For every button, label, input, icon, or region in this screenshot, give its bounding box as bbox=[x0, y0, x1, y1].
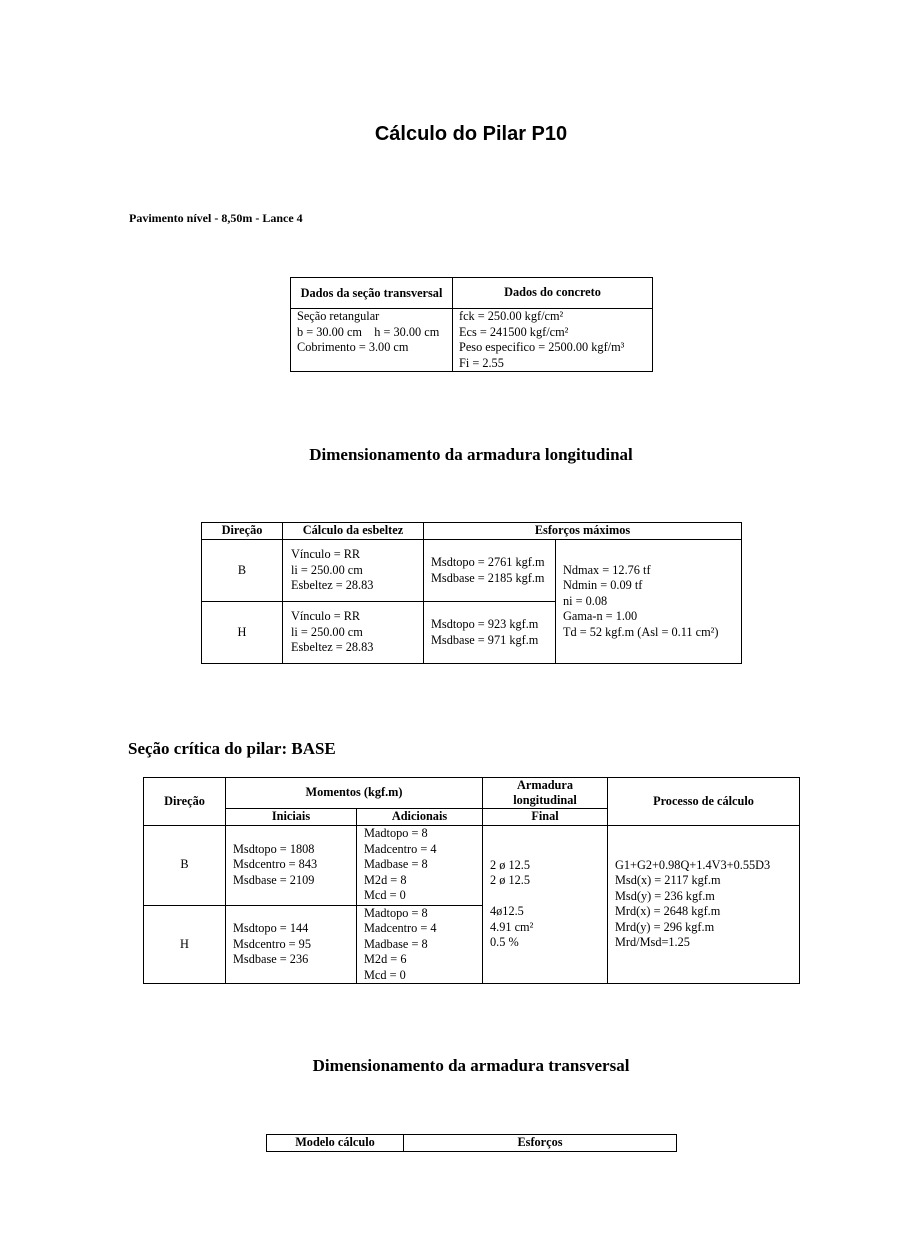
final-line bbox=[490, 889, 601, 905]
esbeltez-cell bbox=[283, 602, 424, 664]
secao-cell bbox=[291, 309, 453, 372]
header-modelo: Modelo cálculo bbox=[267, 1135, 404, 1152]
adicionais-line: Madbase = 8 bbox=[364, 857, 428, 872]
header-direcao: Direção bbox=[144, 778, 226, 826]
secao-line: b = 30.00 cm h = 30.00 cm bbox=[297, 324, 440, 339]
final-line: 2 ø 12.5 bbox=[490, 873, 530, 888]
processo-line: Mrd/Msd=1.25 bbox=[615, 935, 690, 950]
header-esforcos: Esforços bbox=[404, 1135, 677, 1152]
concreto-line: fck = 250.00 kgf/cm² bbox=[459, 309, 564, 323]
header-armadura: Armadura longitudinal bbox=[483, 778, 608, 809]
adicionais-line: Mcd = 0 bbox=[364, 888, 406, 903]
esbeltez-line: li = 250.00 cm bbox=[291, 562, 363, 577]
esforcos-line: Msdtopo = 923 kgf.m bbox=[431, 617, 539, 631]
secao-line: Seção retangular bbox=[297, 309, 380, 323]
final-line: 4.91 cm² bbox=[490, 919, 534, 934]
shared-line: Gama-n = 1.00 bbox=[563, 609, 638, 624]
iniciais-line: Msdtopo = 1808 bbox=[233, 841, 315, 856]
header-iniciais: Iniciais bbox=[226, 809, 357, 826]
final-line: 2 ø 12.5 bbox=[490, 857, 530, 872]
iniciais-line: Msdcentro = 95 bbox=[233, 936, 311, 951]
adicionais-line: Madtopo = 8 bbox=[364, 905, 428, 920]
header-esbeltez: Cálculo da esbeltez bbox=[283, 523, 424, 540]
final-line: 4ø12.5 bbox=[490, 904, 524, 919]
iniciais-line: Msdtopo = 144 bbox=[233, 921, 309, 935]
pavimento-label: Pavimento nível - 8,50m - Lance 4 bbox=[129, 211, 303, 225]
secao-critica-table bbox=[143, 777, 800, 984]
iniciais-cell bbox=[226, 825, 357, 905]
direcao-cell: B bbox=[202, 540, 283, 602]
page-title: Cálculo do Pilar P10 bbox=[374, 123, 568, 145]
header-direcao: Direção bbox=[202, 523, 283, 540]
header-final: Final bbox=[483, 809, 608, 826]
direcao-cell: B bbox=[144, 825, 226, 905]
final-cell bbox=[483, 825, 608, 984]
header-concreto: Dados do concreto bbox=[453, 278, 653, 309]
shared-line: Ndmax = 12.76 tf bbox=[563, 562, 651, 577]
esforcos-line: Msdbase = 2185 kgf.m bbox=[431, 570, 545, 585]
esbeltez-cell bbox=[283, 540, 424, 602]
header-momentos: Momentos (kgf.m) bbox=[226, 778, 483, 809]
adicionais-line: Mcd = 0 bbox=[364, 967, 406, 982]
esforcos-line: Msdtopo = 2761 kgf.m bbox=[431, 555, 545, 569]
longitudinal-table bbox=[201, 522, 742, 664]
shared-esforcos-cell bbox=[556, 540, 742, 664]
esbeltez-line: Vínculo = RR bbox=[291, 609, 361, 624]
long-heading: Dimensionamento da armadura longitudinal bbox=[309, 445, 633, 464]
esforcos-cell bbox=[424, 602, 556, 664]
adicionais-line: Madcentro = 4 bbox=[364, 841, 437, 856]
direcao-cell: H bbox=[202, 602, 283, 664]
processo-line: Msd(x) = 2117 kgf.m bbox=[615, 873, 721, 888]
concreto-line: Peso especifico = 2500.00 kgf/m³ bbox=[459, 340, 625, 354]
esbeltez-line: Esbeltez = 28.83 bbox=[291, 640, 374, 655]
adicionais-cell bbox=[357, 905, 483, 984]
shared-line: Ndmin = 0.09 tf bbox=[563, 578, 643, 593]
adicionais-line: Madtopo = 8 bbox=[364, 826, 428, 841]
direcao-cell: H bbox=[144, 905, 226, 984]
secao-concreto-table bbox=[290, 277, 653, 372]
concreto-cell bbox=[453, 309, 653, 372]
shared-line: ni = 0.08 bbox=[563, 593, 608, 608]
adicionais-cell bbox=[357, 825, 483, 905]
processo-line: Msd(y) = 236 kgf.m bbox=[615, 888, 715, 903]
header-secao: Dados da seção transversal bbox=[291, 278, 453, 309]
header-adicionais: Adicionais bbox=[357, 809, 483, 826]
processo-line: Mrd(y) = 296 kgf.m bbox=[615, 919, 715, 934]
iniciais-cell bbox=[226, 905, 357, 984]
concreto-line: Ecs = 241500 kgf/cm² bbox=[459, 324, 569, 339]
processo-line: G1+G2+0.98Q+1.4V3+0.55D3 bbox=[615, 857, 771, 872]
header-esforcos: Esforços máximos bbox=[424, 523, 742, 540]
final-line: 0.5 % bbox=[490, 935, 519, 950]
processo-cell bbox=[608, 825, 800, 984]
esbeltez-line: Esbeltez = 28.83 bbox=[291, 578, 374, 593]
adicionais-line: M2d = 8 bbox=[364, 872, 407, 887]
shared-line: Td = 52 kgf.m (Asl = 0.11 cm²) bbox=[563, 624, 719, 639]
iniciais-line: Msdbase = 2109 bbox=[233, 872, 315, 887]
processo-line: Mrd(x) = 2648 kgf.m bbox=[615, 904, 721, 919]
adicionais-line: Madcentro = 4 bbox=[364, 921, 437, 935]
trans-heading: Dimensionamento da armadura transversal bbox=[312, 1056, 630, 1075]
esforcos-line: Msdbase = 971 kgf.m bbox=[431, 632, 539, 647]
header-processo: Processo de cálculo bbox=[608, 778, 800, 826]
esbeltez-line: Vínculo = RR bbox=[291, 547, 361, 562]
esforcos-cell bbox=[424, 540, 556, 602]
adicionais-line: Madbase = 8 bbox=[364, 936, 428, 951]
concreto-line: Fi = 2.55 bbox=[459, 355, 504, 370]
esbeltez-line: li = 250.00 cm bbox=[291, 624, 363, 639]
transversal-table bbox=[266, 1134, 677, 1152]
iniciais-line: Msdcentro = 843 bbox=[233, 857, 318, 872]
secao-line: Cobrimento = 3.00 cm bbox=[297, 340, 409, 354]
iniciais-line: Msdbase = 236 bbox=[233, 952, 309, 966]
adicionais-line: M2d = 6 bbox=[364, 952, 407, 966]
critica-heading: Seção crítica do pilar: BASE bbox=[128, 739, 336, 758]
